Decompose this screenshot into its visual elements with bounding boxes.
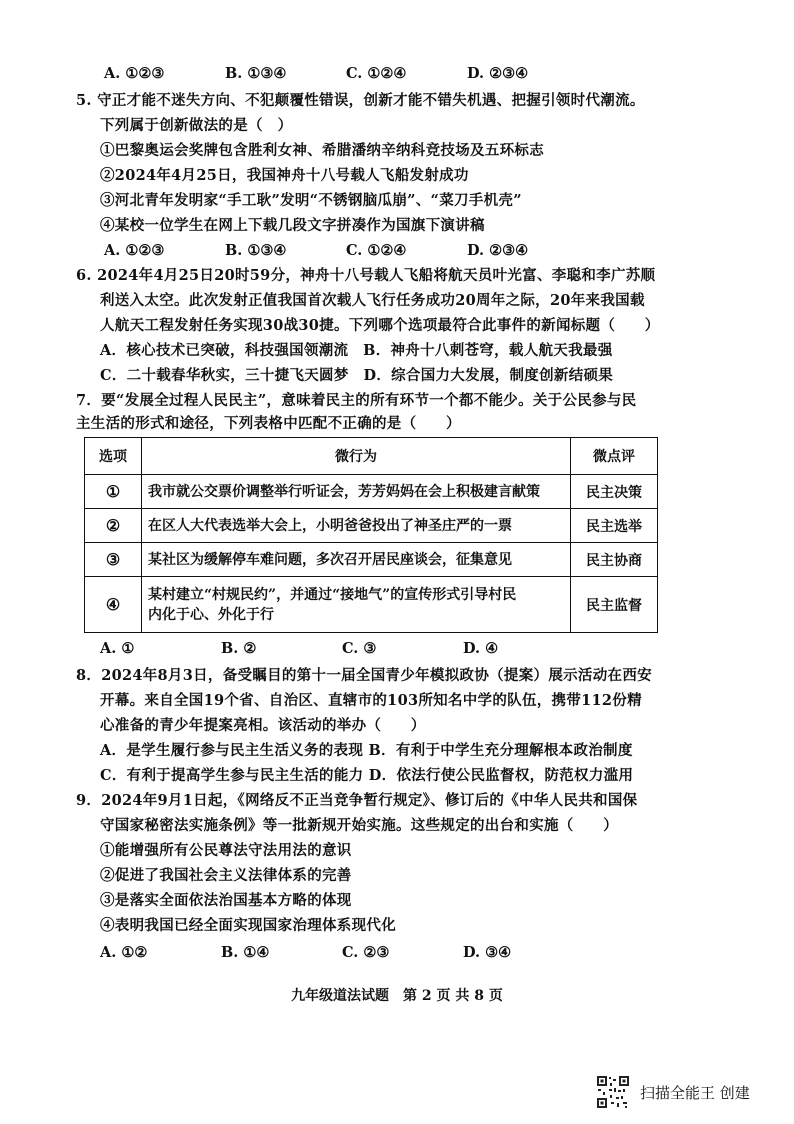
q9-item-1: ①能增强所有公民尊法守法用法的意识 xyxy=(100,842,352,859)
q9-option-d: D. ③④ xyxy=(463,944,512,961)
scanner-watermark: 扫描全能王 创建 xyxy=(640,1084,750,1102)
q4-option-b: B. ①③④ xyxy=(225,65,287,82)
q5-item-2: ②2024年4月25日，我国神舟十八号载人飞船发射成功 xyxy=(100,167,469,184)
q8-stem-line-1: 8．2024年8月3日，备受瞩目的第十一届全国青少年模拟政协（提案）展示活动在西安 xyxy=(76,667,652,684)
q5-option-c: C. ①②④ xyxy=(346,242,407,259)
q4-option-d: D. ②③④ xyxy=(467,65,529,82)
row-behavior: 在区人大代表选举大会上，小明爸爸投出了神圣庄严的一票 xyxy=(142,509,571,543)
q6-stem-line-1: 6. 2024年4月25日20时59分，神舟十八号载人飞船将航天员叶光富、李聪和李广苏顺 xyxy=(76,267,656,284)
q5-options xyxy=(104,241,588,261)
table-row xyxy=(85,509,658,543)
q4-options xyxy=(104,64,588,84)
row-behavior: 某社区为缓解停车难问题，多次召开居民座谈会，征集意见 xyxy=(142,543,571,577)
q7-option-b: B. ② xyxy=(221,640,257,657)
q7-option-a: A. ① xyxy=(100,640,135,657)
q5-option-d: D. ②③④ xyxy=(467,242,529,259)
q6-stem-line-2: 利送入太空。此次发射正值我国首次载人飞行任务成功20周年之际，20年来我国载 xyxy=(100,292,645,309)
row-behavior-line-1: 某村建立“村规民约”，并通过“接地气”的宣传形式引导村民 xyxy=(148,586,517,603)
table-row xyxy=(85,475,658,509)
q8-stem-line-2: 开幕。来自全国19个省、自治区、直辖市的103所知名中学的队伍，携带112份精 xyxy=(100,692,642,709)
table-row xyxy=(85,577,658,633)
q6-options-line-2: C．二十载春华秋实，三十捷飞天圆梦 D．综合国力大发展，制度创新结硕果 xyxy=(100,367,614,384)
row-comment: 民主决策 xyxy=(571,475,658,509)
q7-header-option: 选项 xyxy=(85,438,142,475)
q7-header-comment: 微点评 xyxy=(571,438,658,475)
q7-options xyxy=(100,639,584,659)
q9-option-b: B. ①④ xyxy=(221,944,270,961)
q5-option-a: A. ①②③ xyxy=(104,242,165,259)
page-footer: 九年级道法试题 第 2 页 共 8 页 xyxy=(291,988,503,1004)
q9-option-c: C. ②③ xyxy=(342,944,390,961)
row-comment: 民主协商 xyxy=(571,543,658,577)
row-number: ④ xyxy=(85,577,142,633)
q7-table xyxy=(84,437,658,633)
q4-option-c: C. ①②④ xyxy=(346,65,407,82)
row-behavior-line-2: 内化于心、外化于行 xyxy=(148,606,274,623)
q5-item-4: ④某校一位学生在网上下载几段文字拼凑作为国旗下演讲稿 xyxy=(100,217,485,234)
row-number: ② xyxy=(85,509,142,543)
q8-options-line-1: A．是学生履行参与民主生活义务的表现 B．有利于中学生充分理解根本政治制度 xyxy=(100,742,633,759)
q8-options-line-2: C．有利于提高学生参与民主生活的能力 D．依法行使公民监督权，防范权力滥用 xyxy=(100,767,634,784)
q9-item-4: ④表明我国已经全面实现国家治理体系现代化 xyxy=(100,917,396,934)
q5-item-1: ①巴黎奥运会奖牌包含胜利女神、希腊潘纳辛纳科竞技场及五环标志 xyxy=(100,142,544,159)
q4-option-a: A. ①②③ xyxy=(104,65,165,82)
q9-stem-line-1: 9．2024年9月1日起，《网络反不正当竞争暂行规定》、修订后的《中华人民共和国保 xyxy=(76,792,638,809)
q7-option-d: D. ④ xyxy=(463,640,499,657)
qr-code-icon xyxy=(596,1075,630,1109)
q9-item-2: ②促进了我国社会主义法律体系的完善 xyxy=(100,867,352,884)
q5-item-3: ③河北青年发明家“手工耿”发明“不锈钢脑瓜崩”、“菜刀手机壳” xyxy=(100,192,522,209)
q5-stem-line-2: 下列属于创新做法的是（ ） xyxy=(100,117,293,134)
row-behavior xyxy=(142,577,571,633)
row-behavior: 我市就公交票价调整举行听证会，芳芳妈妈在会上积极建言献策 xyxy=(142,475,571,509)
table-row xyxy=(85,543,658,577)
q7-stem-line-2: 主生活的形式和途径，下列表格中匹配不正确的是（ ） xyxy=(76,415,461,432)
q8-stem-line-3: 心准备的青少年提案亮相。该活动的举办（ ） xyxy=(100,717,426,734)
q9-option-a: A. ①② xyxy=(100,944,148,961)
row-comment: 民主选举 xyxy=(571,509,658,543)
q9-options xyxy=(100,943,584,963)
q5-option-b: B. ①③④ xyxy=(225,242,287,259)
row-number: ① xyxy=(85,475,142,509)
row-comment: 民主监督 xyxy=(571,577,658,633)
q7-header-behavior: 微行为 xyxy=(142,438,571,475)
q6-stem-line-3: 人航天工程发射任务实现30战30捷。下列哪个选项最符合此事件的新闻标题（ ） xyxy=(100,317,660,334)
q9-item-3: ③是落实全面依法治国基本方略的体现 xyxy=(100,892,352,909)
q7-table-header xyxy=(85,438,658,475)
q6-options-line-1: A．核心技术已突破，科技强国领潮流 B．神舟十八刺苍穹，载人航天我最强 xyxy=(100,342,613,359)
q9-stem-line-2: 守国家秘密法实施条例》等一批新规开始实施。这些规定的出台和实施（ ） xyxy=(100,817,618,834)
q5-stem-line-1: 5. 守正才能不迷失方向、不犯颠覆性错误，创新才能不错失机遇、把握引领时代潮流。 xyxy=(76,92,645,109)
q7-option-c: C. ③ xyxy=(342,640,377,657)
q7-stem-line-1: 7．要“发展全过程人民民主”，意味着民主的所有环节一个都不能少。关于公民参与民 xyxy=(76,392,637,409)
row-number: ③ xyxy=(85,543,142,577)
